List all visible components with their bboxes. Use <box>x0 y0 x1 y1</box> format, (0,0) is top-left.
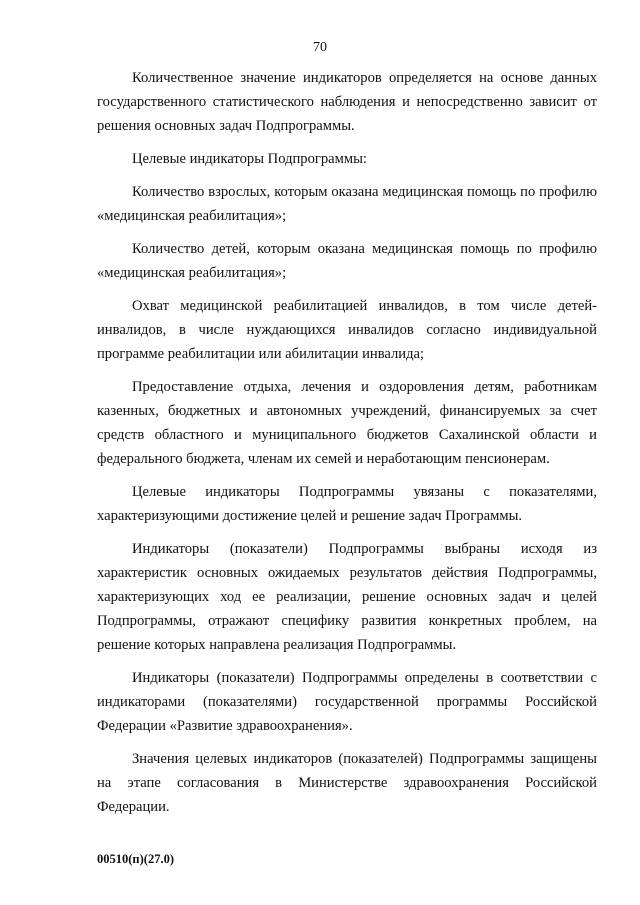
paragraph-indicators-linked: Целевые индикаторы Подпрограммы увязаны с показателями, характеризующими достижение целей и решение задач Программы. <box>97 484 597 524</box>
paragraph-indicators-defined: Индикаторы (показатели) Подпрограммы определены в соответствии с индикаторами (показателями) государственной программы Российской Федерации «Развитие здравоохранения». <box>97 670 597 734</box>
document-body <box>97 66 597 828</box>
paragraph-indicators-intro: Количественное значение индикаторов определяется на основе данных государственного статистического наблюдения и непосредственно зависит от решения основных задач Подпрограммы. <box>97 70 597 134</box>
paragraph-indicators-approved: Значения целевых индикаторов (показателей) Подпрограммы защищены на этапе согласования в Министерстве здравоохранения Российской Федерации. <box>97 751 597 815</box>
paragraph-adults-rehabilitation: Количество взрослых, которым оказана медицинская помощь по профилю «медицинская реабилитация»; <box>97 184 597 224</box>
paragraph-indicators-selected: Индикаторы (показатели) Подпрограммы выбраны исходя из характеристик основных ожидаемых результатов действия Подпрограммы, характеризующих ход ее реализации, решение основных задач и целей Подпрограммы, отражают специфику развития конкретных проблем, на решение которых направлена реализация Подпрограммы. <box>97 541 597 653</box>
page-number: 70 <box>313 40 327 55</box>
paragraph-children-rehabilitation: Количество детей, которым оказана медицинская помощь по профилю «медицинская реабилитация»; <box>97 241 597 281</box>
paragraph-disabled-coverage: Охват медицинской реабилитацией инвалидов, в том числе детей-инвалидов, в числе нуждающихся инвалидов согласно индивидуальной программе реабилитации или абилитации инвалида; <box>97 298 597 362</box>
footer-document-code: 00510(п)(27.0) <box>97 852 174 866</box>
paragraph-recreation-provision: Предоставление отдыха, лечения и оздоровления детям, работникам казенных, бюджетных и автономных учреждений, финансируемых за счет средств областного и муниципального бюджетов Сахалинской области и федерального бюджета, членам их семей и неработающим пенсионерам. <box>97 379 597 467</box>
paragraph-target-indicators-heading: Целевые индикаторы Подпрограммы: <box>132 151 367 167</box>
